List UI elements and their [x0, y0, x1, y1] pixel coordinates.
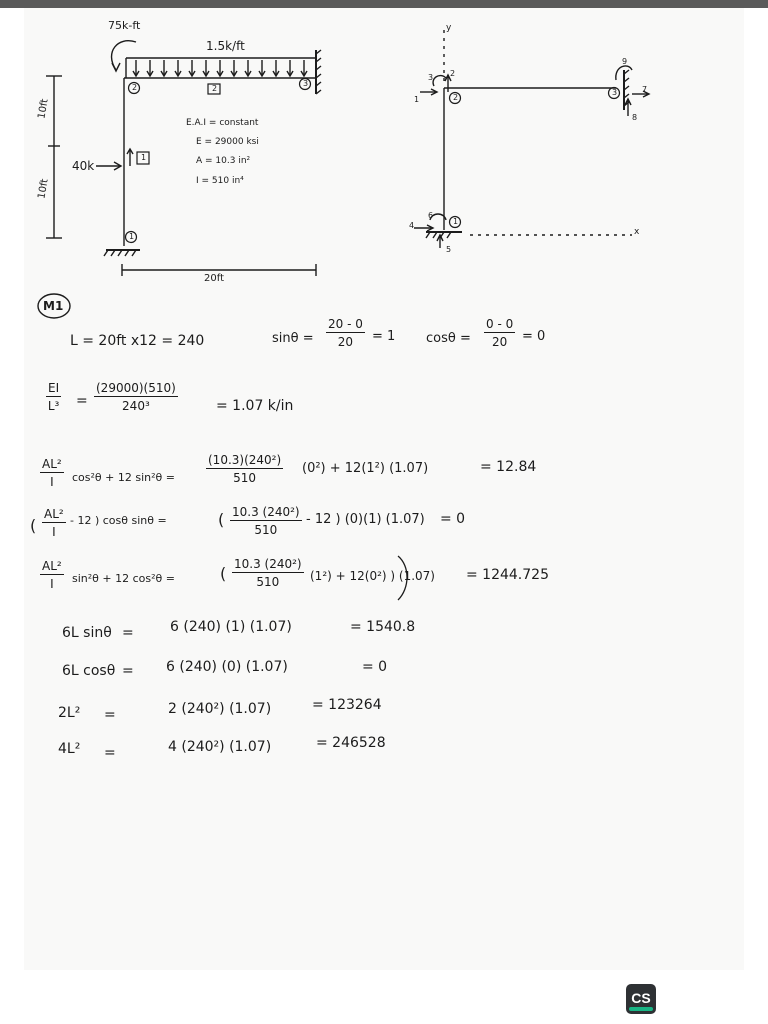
- member-tag: M1: [43, 299, 64, 313]
- row-3-calc-fraction: $\frac{\text{10.3 (240²)}}{510}$: [234, 557, 302, 589]
- member-1-label: 1: [141, 153, 147, 162]
- row-3-result: = 1244.725: [466, 567, 549, 583]
- logo-accent-bar: [629, 1007, 653, 1011]
- length-line: L = 20ft x12 = 240: [70, 333, 205, 349]
- dof-3-label: 3: [428, 73, 434, 82]
- line-2-result: = 0: [362, 659, 388, 675]
- moment-load-label: 75k-ft: [108, 19, 141, 32]
- cos-fraction: $\frac{0 - 0}{20}$: [486, 317, 514, 349]
- row-2-result: = 0: [440, 511, 466, 527]
- fixed-support-bottom: [104, 250, 140, 256]
- dof-7-label: 7: [642, 85, 648, 94]
- line-4-eq: =: [104, 745, 116, 761]
- line-4-result: = 246528: [316, 735, 386, 751]
- prop-line-3: A = 10.3 in²: [196, 156, 251, 166]
- logo-text: CS: [631, 989, 651, 1006]
- lateral-load-label: 40k: [72, 159, 95, 173]
- line-3-result: = 123264: [312, 697, 382, 713]
- row-1-result: = 12.84: [480, 459, 537, 475]
- dof-1-label: 1: [414, 95, 420, 104]
- ei-result: = 1.07 k/in: [216, 398, 294, 414]
- dof-node-1-label: 1: [453, 217, 459, 226]
- line-1-lhs: 6L sinθ: [62, 625, 112, 641]
- dof-6-label: 6: [428, 211, 434, 220]
- row-1-calc-text: (0²) + 12(1²) (1.07): [302, 461, 429, 476]
- dof-8-label: 8: [632, 113, 638, 122]
- row-2-calc-fraction: $\frac{\text{10.3 (240²)}}{510}$: [232, 505, 300, 537]
- line-2-calc: 6 (240) (0) (1.07): [166, 659, 288, 675]
- dof-node-3-label: 3: [612, 88, 618, 97]
- moment-arc: [112, 41, 136, 70]
- node-2-label: 2: [132, 83, 138, 92]
- row-2-open-paren: (: [30, 516, 37, 535]
- sin-fraction: $\frac{20 - 0}{20}$: [328, 317, 363, 349]
- height-lower-label: 10ft: [36, 178, 51, 200]
- row-2-calc-text: - 12 ) (0)(1) (1.07): [306, 512, 425, 527]
- ei-equals: =: [76, 393, 88, 409]
- line-1-eq: =: [122, 625, 134, 641]
- row-3-lhs-text: sin²θ + 12 cos²θ =: [72, 572, 175, 585]
- row-1-lhs-text: cos²θ + 12 sin²θ =: [72, 471, 175, 484]
- prop-line-2: E = 29000 ksi: [196, 137, 259, 147]
- dof-2-label: 2: [450, 69, 456, 78]
- line-4-lhs: 4L²: [58, 741, 81, 757]
- line-3-eq: =: [104, 707, 116, 723]
- span-label: 20ft: [204, 273, 224, 284]
- line-3-lhs: 2L²: [58, 705, 81, 721]
- x-axis-label: x: [634, 227, 640, 237]
- row-1-calc-fraction: $\frac{\text{(10.3)(240²)}}{510}$: [208, 453, 282, 485]
- cos-label: cosθ =: [426, 331, 471, 346]
- ei-calc-fraction: $\frac{(29000)(510)}{\text{240³}}$: [96, 381, 176, 413]
- row-2-lhs-fraction: $\frac{\text{AL²}}{I}$: [44, 507, 64, 539]
- dof-4-label: 4: [409, 221, 415, 230]
- line-4-calc: 4 (240²) (1.07): [168, 739, 272, 755]
- cos-result: = 0: [522, 329, 546, 344]
- prop-line-1: E.A.I = constant: [186, 118, 259, 128]
- distributed-load-arrows: [133, 60, 307, 76]
- node-1-label: 1: [129, 232, 135, 241]
- line-3-calc: 2 (240²) (1.07): [168, 701, 272, 717]
- row-2-lhs-text: - 12 ) cosθ sinθ =: [70, 514, 167, 527]
- dof-node-2-label: 2: [453, 93, 459, 102]
- sin-result: = 1: [372, 329, 396, 344]
- dof-5-label: 5: [446, 245, 452, 254]
- row-3-lhs-fraction: $\frac{\text{AL²}}{I}$: [42, 559, 62, 591]
- camscanner-logo: [626, 984, 656, 1014]
- line-1-calc: 6 (240) (1) (1.07): [170, 619, 292, 635]
- row-1-lhs-fraction: $\frac{\text{AL²}}{I}$: [42, 457, 62, 489]
- height-upper-label: 10ft: [36, 98, 51, 120]
- prop-line-4: I = 510 in⁴: [196, 176, 244, 186]
- dof-9-label: 9: [622, 57, 628, 66]
- row-3-calc-text: (1²) + 12(0²) ) (1.07): [310, 569, 435, 583]
- fixed-support-right: [316, 50, 321, 94]
- line-1-result: = 1540.8: [350, 619, 416, 635]
- node-3-label: 3: [303, 79, 309, 88]
- row-3-calc-paren: (: [220, 564, 227, 583]
- line-2-lhs: 6L cosθ: [62, 663, 116, 679]
- sin-label: sinθ =: [272, 331, 314, 346]
- distributed-load-label: 1.5k/ft: [206, 39, 245, 53]
- row-2-calc-paren: (: [218, 510, 225, 529]
- ei-fraction: $\frac{EI}{\text{L³}}$: [47, 381, 60, 413]
- line-2-eq: =: [122, 663, 134, 679]
- y-axis-label: y: [446, 23, 452, 33]
- member-2-label: 2: [212, 84, 218, 93]
